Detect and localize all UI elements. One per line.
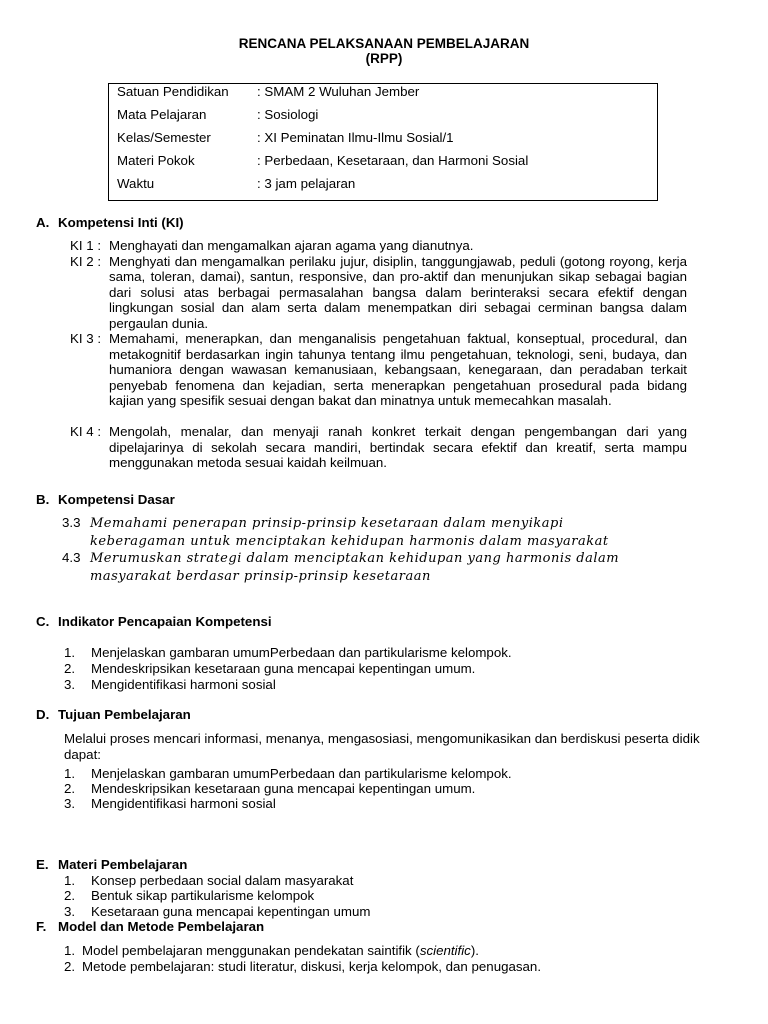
ki-text: Memahami, menerapkan, dan menganalisis pengetahuan faktual, konseptual, procedural, dan metakognitif berdasarkan ingin tahunya tentang ilmu pengetahuan, teknologi, seni, budaya, dan humaniora dengan wawasan kemanusiaan, kebangsaan, kenegaraan, dan peradaban terkait penyebab fenomena dan kejadian, serta menerapkan pengetahuan prosedural pada bidang kajian yang spesifik sesuai dengan bakat dan minatnya untuk memecahkan masalah. (109, 331, 687, 408)
kd-text-line: masyarakat berdasar prinsip-prinsip kesetaraan (90, 569, 431, 584)
list-number: 2. (64, 661, 76, 676)
identity-label: Satuan Pendidikan (117, 84, 229, 99)
ki-text: Mengolah, menalar, dan menyaji ranah konkret terkait dengan pengembangan dari yang dipelajarinya di sekolah secara mandiri, bertindak secara efektif dan kreatif, serta mampu menggunakan metoda sesuai kaidah keilmuan. (109, 424, 687, 470)
document-subtitle: (RPP) (365, 51, 403, 66)
kd-number: 4.3 (62, 550, 81, 565)
list-item: Mendeskripsikan kesetaraan guna mencapai kepentingan umum. (91, 781, 476, 796)
kd-text-line: Memahami penerapan prinsip-prinsip kesetaraan dalam menyikapi (90, 516, 564, 531)
list-item-text-end: ). (470, 943, 479, 958)
list-number: 1. (64, 943, 76, 958)
section-e-heading (36, 857, 187, 873)
section-d-heading (36, 707, 191, 723)
identity-label: Kelas/Semester (117, 130, 211, 145)
section-letter: D. (36, 707, 50, 722)
ki-text: Menghayati dan mengamalkan ajaran agama yang dianutnya. (109, 238, 474, 253)
list-number: 1. (64, 766, 76, 781)
list-item (82, 959, 541, 975)
identity-value: : 3 jam pelajaran (257, 176, 356, 191)
list-item: Mengidentifikasi harmoni sosial (91, 677, 276, 692)
identity-value: : Perbedaan, Kesetaraan, dan Harmoni Sosial (257, 153, 529, 168)
section-c-heading (36, 614, 272, 630)
section-letter: E. (36, 857, 49, 872)
document-title: RENCANA PELAKSANAAN PEMBELAJARAN (238, 36, 530, 51)
kd-text-line: keberagaman untuk menciptakan kehidupan harmonis dalam masyarakat (90, 534, 609, 549)
list-number: 2. (64, 888, 76, 903)
ki-label: KI 2 : (70, 253, 102, 269)
section-f-heading (36, 919, 264, 935)
identity-row (117, 153, 647, 171)
identity-row (117, 176, 647, 194)
list-number: 3. (64, 796, 76, 811)
section-letter: C. (36, 614, 50, 629)
ki-text: Menghyati dan mengamalkan perilaku jujur, disiplin, tanggungjawab, peduli (gotong royong, kerja sama, toleran, damai), santun, responsive, dan pro-aktif dan menunjukan sikap sebagai bagian dari solusi atas berbagai permasalahan bangsa dalam berinteraksi secara efektif dengan lingkungan sosial dan alam serta dalam menempatkan diri sebagai cerminan bangsa dalam pergaulan dunia. (109, 253, 687, 331)
identity-value: : SMAM 2 Wuluhan Jember (257, 84, 420, 99)
list-item-text: Model pembelajaran menggunakan pendekatan saintifik ( (82, 943, 420, 958)
kd-text-line: Merumuskan strategi dalam menciptakan kehidupan yang harmonis dalam (90, 551, 620, 566)
list-number: 1. (64, 873, 76, 888)
list-number: 2. (64, 959, 76, 974)
list-number: 3. (64, 904, 76, 919)
identity-label: Materi Pokok (117, 153, 195, 168)
section-b-heading (36, 492, 175, 508)
identity-row (117, 84, 647, 102)
list-number: 1. (64, 645, 76, 660)
section-a-heading (36, 215, 184, 231)
list-number: 3. (64, 677, 76, 692)
identity-table (108, 83, 658, 201)
list-item: Menjelaskan gambaran umumPerbedaan dan partikularisme kelompok. (91, 645, 512, 660)
list-item: Mendeskripsikan kesetaraan guna mencapai kepentingan umum. (91, 661, 476, 676)
identity-row (117, 107, 647, 125)
section-letter: B. (36, 492, 50, 507)
list-item: Konsep perbedaan social dalam masyarakat (91, 873, 354, 888)
section-title: Kompetensi Inti (KI) (58, 215, 184, 230)
ki-label: KI 1 : (70, 238, 102, 253)
section-title: Indikator Pencapaian Kompetensi (58, 614, 272, 629)
identity-label: Mata Pelajaran (117, 107, 207, 122)
section-title: Kompetensi Dasar (58, 492, 175, 507)
list-item (82, 943, 479, 959)
identity-row (117, 130, 647, 148)
section-title: Materi Pembelajaran (58, 857, 188, 872)
ki-label: KI 3 : (70, 331, 102, 346)
list-item: Kesetaraan guna mencapai kepentingan umum (91, 904, 371, 919)
identity-value: : Sosiologi (257, 107, 319, 122)
section-title: Model dan Metode Pembelajaran (58, 919, 265, 934)
list-number: 2. (64, 781, 76, 796)
section-letter: A. (36, 215, 50, 230)
section-letter: F. (36, 919, 47, 934)
list-item-text: Metode pembelajaran: studi literatur, diskusi, kerja kelompok, dan penugasan. (82, 959, 542, 974)
section-title: Tujuan Pembelajaran (58, 707, 191, 722)
tujuan-intro: Melalui proses mencari informasi, menanya, mengasosiasi, mengomunikasikan dan berdiskusi peserta didik dapat: (64, 731, 700, 762)
ki-label: KI 4 : (70, 424, 102, 439)
list-item: Mengidentifikasi harmoni sosial (91, 796, 276, 811)
identity-value: : XI Peminatan Ilmu-Ilmu Sosial/1 (257, 130, 454, 145)
kd-number: 3.3 (62, 515, 81, 530)
identity-label: Waktu (117, 176, 155, 191)
list-item: Menjelaskan gambaran umumPerbedaan dan partikularisme kelompok. (91, 766, 512, 781)
list-item: Bentuk sikap partikularisme kelompok (91, 888, 315, 903)
list-item-emphasis: scientific (419, 943, 471, 958)
